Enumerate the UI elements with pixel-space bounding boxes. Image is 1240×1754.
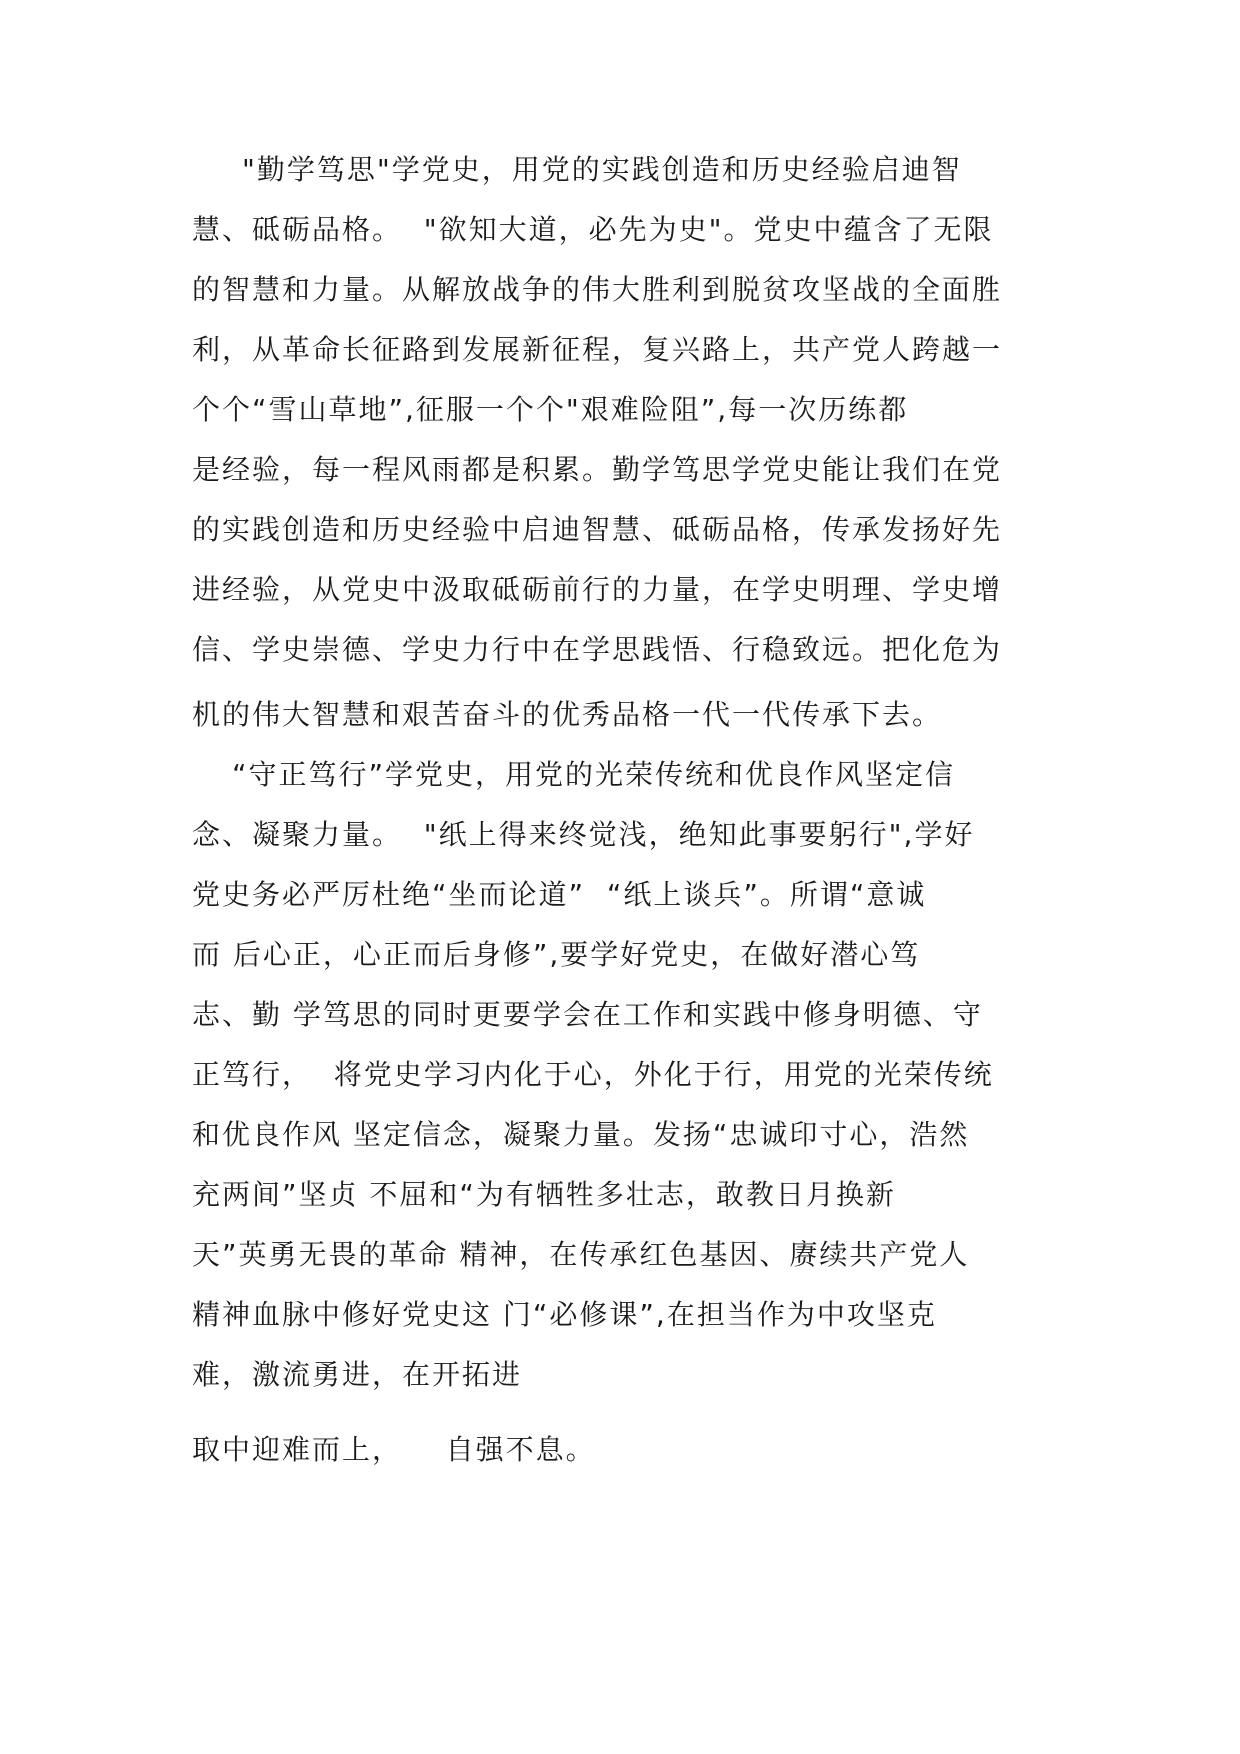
- paragraph-2-line-6: 正笃行， 将党史学习内化于心，外化于行，用党的光荣传统: [192, 1058, 994, 1091]
- paragraph-2-line-2: 念、凝聚力量。 "纸上得来终觉浅，绝知此事要躬行",学好: [192, 818, 975, 851]
- paragraph-2-line-12: 取中迎难而上， 自强不息。: [192, 1433, 596, 1466]
- paragraph-1-line-6: 是经验，每一程风雨都是积累。勤学笃思学党史能让我们在党: [192, 453, 1003, 486]
- paragraph-1-line-10: 机的伟大智慧和艰苦奋斗的优秀品格一代一代传承下去。: [192, 698, 943, 731]
- paragraph-1-line-3: 的智慧和力量。从解放战争的伟大胜利到脱贫攻坚战的全面胜: [192, 273, 1003, 306]
- paragraph-1-line-1: "勤学笃思"学党史，用党的实践创造和历史经验启迪智: [242, 153, 962, 186]
- paragraph-2-line-9: 天”英勇无畏的革命 精神，在传承红色基因、赓续共产党人: [192, 1238, 970, 1271]
- paragraph-1-line-8: 进经验，从党史中汲取砥砺前行的力量，在学史明理、学史增: [192, 573, 1003, 606]
- paragraph-2-line-11: 难，激流勇进，在开拓进: [192, 1358, 523, 1391]
- paragraph-2-line-5: 志、勤 学笃思的同时更要学会在工作和实践中修身明德、守: [192, 998, 983, 1031]
- paragraph-1-line-7: 的实践创造和历史经验中启迪智慧、砥砺品格，传承发扬好先: [192, 513, 1003, 546]
- paragraph-1-line-4: 利，从革命长征路到发展新征程，复兴路上，共产党人跨越一: [192, 333, 1003, 366]
- paragraph-1-line-9: 信、学史崇德、学史力行中在学思践悟、行稳致远。把化危为: [192, 633, 1003, 666]
- paragraph-2-line-1: “守正笃行”学党史，用党的光荣传统和优良作风坚定信: [232, 758, 956, 791]
- paragraph-2-line-4: 而 后心正，心正而后身修”,要学好党史，在做好潜心笃: [192, 938, 921, 971]
- paragraph-1-line-5: 个个“雪山草地”,征服一个个"艰难险阻”,每一次历练都: [192, 393, 909, 426]
- paragraph-2-line-8: 充两间”坚贞 不屈和“为有牺牲多壮志，敢教日月换新: [192, 1178, 896, 1211]
- paragraph-2-line-10: 精神血脉中修好党史这 门“必修课”,在担当作为中攻坚克: [192, 1298, 937, 1331]
- paragraph-2-line-3: 党史务必严厉杜绝“坐而论道” “纸上谈兵”。所谓“意诚: [192, 878, 927, 911]
- paragraph-1-line-2: 慧、砥砺品格。 "欲知大道，必先为史"。党史中蕴含了无限: [192, 213, 994, 246]
- paragraph-2-line-7: 和优良作风 坚定信念，凝聚力量。发扬“忠诚印寸心，浩然: [192, 1118, 970, 1151]
